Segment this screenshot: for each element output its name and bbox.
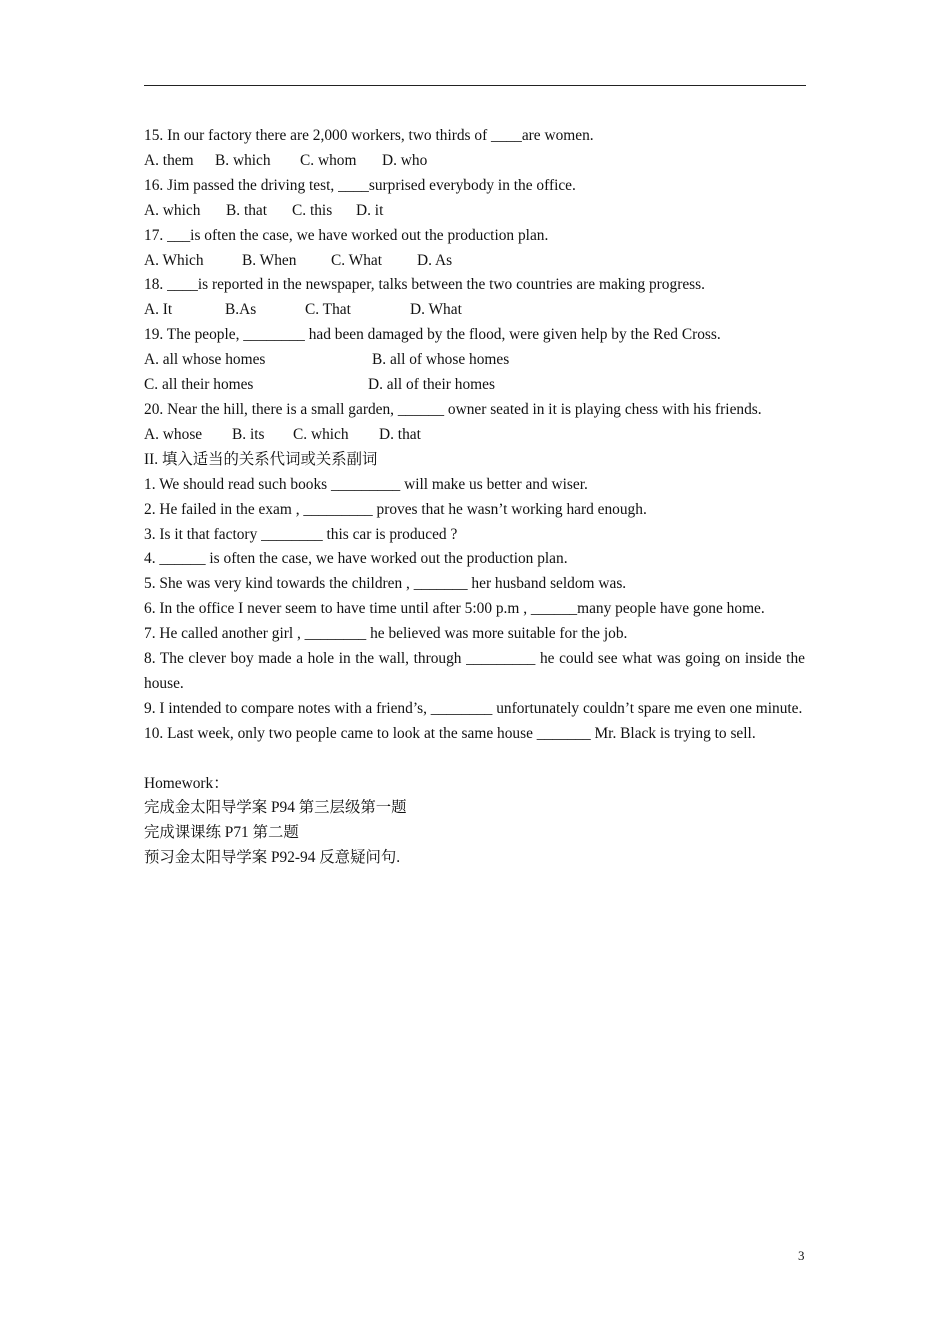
question-stem: 20. Near the hill, there is a small garden, ______ owner seated in it is playing chess with his friends. (144, 400, 762, 418)
option: B. all of whose homes (372, 351, 510, 369)
fill-in-item: 1. We should read such books _________ will make us better and wiser. (144, 475, 588, 493)
option: B. its (232, 425, 265, 443)
fill-in-item: 2. He failed in the exam , _________ proves that he wasn’t working hard enough. (144, 500, 647, 518)
homework-title: Homework： (144, 774, 229, 792)
question-stem: 18. ____is reported in the newspaper, talks between the two countries are making progress. (144, 276, 705, 294)
option: D. all of their homes (368, 376, 495, 394)
option: A. which (144, 201, 201, 219)
question-options (144, 149, 805, 174)
question-stem: 15. In our factory there are 2,000 workers, two thirds of ____are women. (144, 127, 594, 144)
option: D. it (356, 201, 384, 219)
homework-line: 完成课课练 P71 第二题 (144, 824, 299, 842)
option: B.As (225, 301, 257, 319)
homework-line: 预习金太阳导学案 P92-94 反意疑问句. (144, 849, 401, 867)
header-rule (144, 85, 806, 86)
option: D. who (382, 151, 428, 169)
option: D. What (410, 301, 462, 319)
option: C. which (293, 425, 349, 443)
question-options (144, 348, 805, 373)
question-options (144, 423, 805, 448)
option: A. whose (144, 425, 203, 443)
fill-in-item: 3. Is it that factory ________ this car is produced ? (144, 525, 458, 543)
fill-in-item: 8. The clever boy made a hole in the wall, through _________ he could see what was going on inside the house. (144, 650, 805, 692)
option: A. them (144, 151, 194, 169)
option: C. all their homes (144, 376, 254, 394)
fill-in-item: 7. He called another girl , ________ he believed was more suitable for the job. (144, 625, 628, 643)
option: A. all whose homes (144, 351, 266, 369)
question-options (144, 298, 805, 323)
option: B. When (242, 251, 297, 269)
question-options (144, 249, 805, 274)
question-stem: 19. The people, ________ had been damaged by the flood, were given help by the Red Cross. (144, 326, 721, 344)
spacer (144, 747, 805, 772)
option: C. That (305, 301, 351, 319)
fill-in-item: 5. She was very kind towards the children , _______ her husband seldom was. (144, 575, 627, 593)
option: B. that (226, 201, 268, 219)
question-options (144, 199, 805, 224)
worksheet-body (144, 124, 805, 871)
option: D. that (379, 425, 421, 443)
question-stem: 16. Jim passed the driving test, ____surprised everybody in the office. (144, 176, 576, 194)
option: C. this (292, 201, 333, 219)
fill-in-item: 9. I intended to compare notes with a friend’s, ________ unfortunately couldn’t spare me even one minute. (144, 699, 803, 717)
option: A. It (144, 301, 173, 319)
page-number: 3 (798, 1248, 805, 1263)
question-options (144, 373, 805, 398)
fill-in-item: 4. ______ is often the case, we have worked out the production plan. (144, 550, 568, 568)
option: D. As (417, 251, 453, 269)
question-stem: 17. ___is often the case, we have worked out the production plan. (144, 226, 549, 244)
section-heading: II. 填入适当的关系代词或关系副词 (144, 450, 378, 468)
option: B. which (215, 151, 271, 169)
fill-in-item: 6. In the office I never seem to have time until after 5:00 p.m , ______many people have gone home. (144, 600, 765, 618)
option: C. whom (300, 151, 357, 169)
option: A. Which (144, 251, 204, 269)
option: C. What (331, 251, 383, 269)
homework-line: 完成金太阳导学案 P94 第三层级第一题 (144, 799, 407, 817)
fill-in-item: 10. Last week, only two people came to look at the same house _______ Mr. Black is trying to sell. (144, 724, 756, 742)
